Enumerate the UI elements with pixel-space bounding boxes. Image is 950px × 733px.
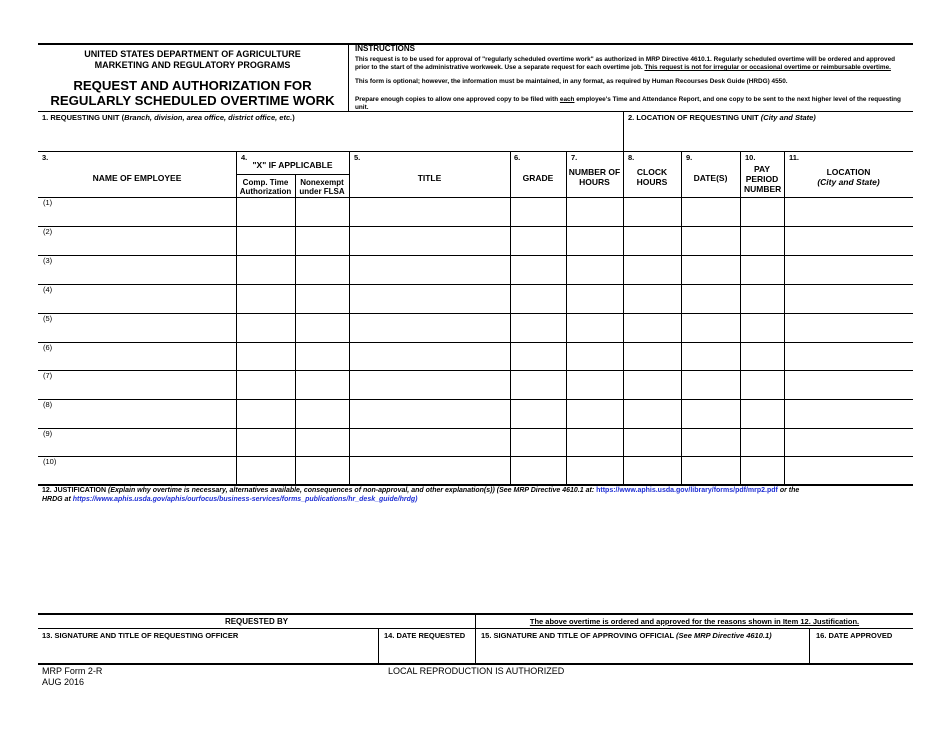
col10-number: 10. [745,153,756,162]
agency-line-2: MARKETING AND REGULATORY PROGRAMS [94,59,291,70]
agency-name [40,49,345,71]
agency-line-1: UNITED STATES DEPARTMENT OF AGRICULTURE [84,49,301,59]
sig-divider-16 [809,628,810,664]
table-row[interactable] [38,226,913,255]
justification-label-a: 12. JUSTIFICATION [42,487,107,494]
date-approved-label: 16. DATE APPROVED [816,631,893,640]
col4-header: "X" IF APPLICABLE [252,160,333,170]
table-row[interactable] [38,428,913,456]
location-unit-field[interactable] [625,123,910,151]
instructions-p1-text: This request is to be used for approval of "regularly scheduled overtime work" as authorized in MRP Directive 4610.1. Regularly scheduled overtime will be ordered and approved prior to the start of the administrative workweek. Use a separate request for each overtime job. [355,56,896,71]
instructions-paragraph-2: This form is optional; however, the information must be maintained, in any format, as required by Human Recourses Desk Guide (HRDG) 4550. [355,78,788,85]
requesting-officer-field[interactable] [40,641,375,663]
col4b-header: Nonexempt under FLSA [299,178,345,197]
approving-official-label [481,631,772,640]
sig-divider-14 [378,628,379,664]
instructions-p3-underlined: each [559,96,575,103]
col11-number: 11. [789,153,800,162]
col4-sub-divider [236,174,349,175]
row-number: (9) [43,429,53,438]
approving-official-label-italic: (See MRP Directive 4610.1) [676,631,772,640]
location-unit-label-a: 2. LOCATION OF REQUESTING UNIT [628,113,759,122]
form-title-line-1: REQUEST AND AUTHORIZATION FOR [73,78,312,93]
form-id [42,666,102,688]
approving-official-field[interactable] [477,641,807,663]
reproduction-notice: LOCAL REPRODUCTION IS AUTHORIZED [388,666,565,676]
table-row[interactable] [38,399,913,428]
row-number: (1) [43,198,53,207]
col11-header [784,168,913,188]
form-number: MRP Form 2-R [42,666,103,676]
row-number: (2) [43,227,53,236]
col9-header: DATE(S) [693,173,728,183]
col7-header: NUMBER OF HOURS [568,167,621,187]
requesting-unit-label-a: 1. REQUESTING UNIT ( [42,113,125,122]
directive-link[interactable]: https://www.aphis.usda.gov/library/forms/pdf/mrp2.pdf [596,487,778,494]
table-row[interactable] [38,255,913,284]
justification-label-line2: HRDG at [42,496,71,504]
instructions-p3-a: Prepare enough copies to allow one approved copy to be filed with [355,96,559,103]
instructions-block [355,44,905,112]
col8-header: CLOCK HOURS [636,167,668,187]
instructions-p3-b: employee's Time and Attendance Report, and one copy to be sent to the next higher level of the requesting unit. [355,96,901,111]
col7-number: 7. [571,153,578,162]
col5-header: TITLE [417,173,442,183]
justification-label [42,486,907,504]
col8-number: 8. [628,153,635,162]
form-title-line-2: REGULARLY SCHEDULED OVERTIME WORK [50,93,335,109]
date-requested-field[interactable] [380,641,473,663]
justification-field[interactable] [40,506,910,610]
signature-bottom-border [38,663,913,665]
approving-official-label-a: 15. SIGNATURE AND TITLE OF APPROVING OFFICIAL [481,631,674,640]
col3-header: NAME OF EMPLOYEE [92,173,182,183]
col10-header: PAY PERIOD NUMBER [744,164,782,194]
approval-note: The above overtime is ordered and approved for the reasons shown in Item 12. Justification. [529,617,860,626]
requested-by-label: REQUESTED BY [224,617,289,626]
form-title [40,78,345,108]
hrdg-link[interactable]: https://www.aphis.usda.gov/aphis/ourfocus/business-services/forms_publications/hr_desk_guide/hrdg) [72,496,418,504]
col3-number: 3. [42,153,49,162]
table-row[interactable] [38,342,913,370]
row-number: (3) [43,256,53,265]
row-number: (10) [43,457,57,466]
signature-sub-divider [38,628,913,629]
col9-number: 9. [686,153,693,162]
table-row[interactable] [38,197,913,226]
col4-number: 4. [241,153,248,162]
requesting-unit-label [42,113,295,122]
requesting-unit-field[interactable] [40,123,620,151]
table-row[interactable] [38,370,913,399]
table-row[interactable] [38,284,913,313]
table-top-border [38,151,913,152]
col6-number: 6. [514,153,521,162]
date-requested-label: 14. DATE REQUESTED [384,631,466,640]
signature-center-divider [475,613,476,664]
row-number: (7) [43,371,53,380]
instructions-heading: INSTRUCTIONS [355,44,415,53]
row-number: (5) [43,314,53,323]
justification-label-italic: (Explain why overtime is necessary, alternatives available, consequences of non-approval, and other explanation(s)) (See MRP Directive 4610.1 at: [108,487,595,494]
justification-label-or: or the [779,487,800,494]
row-number: (8) [43,400,53,409]
row-number: (4) [43,285,53,294]
date-approved-field[interactable] [811,641,911,663]
requesting-officer-label: 13. SIGNATURE AND TITLE OF REQUESTING OFFICER [42,631,239,640]
form-date: AUG 2016 [42,676,85,687]
location-unit-label [628,113,816,122]
instructions-paragraph-3 [355,96,905,112]
col6-header: GRADE [522,173,554,183]
col5-number: 5. [354,153,361,162]
unit-divider [623,111,624,151]
instructions-p1-underlined: This request is not for irregular or occasional overtime or reimbursable overtime. [644,64,891,71]
col4a-header: Comp. Time Authorization [239,178,292,197]
table-row[interactable] [38,456,913,485]
table-row[interactable] [38,313,913,342]
instructions-paragraph-1 [355,56,905,72]
col11-header-sub: (City and State) [817,176,880,187]
header-divider [348,43,349,112]
requesting-unit-label-italic: Branch, division, area office, district office, etc. [124,113,293,122]
header-bottom-border [38,111,913,112]
row-number: (6) [43,343,53,352]
location-unit-label-italic: (City and State) [760,113,816,122]
requesting-unit-label-b: ) [292,113,295,122]
col11-header-label: LOCATION [826,167,871,177]
